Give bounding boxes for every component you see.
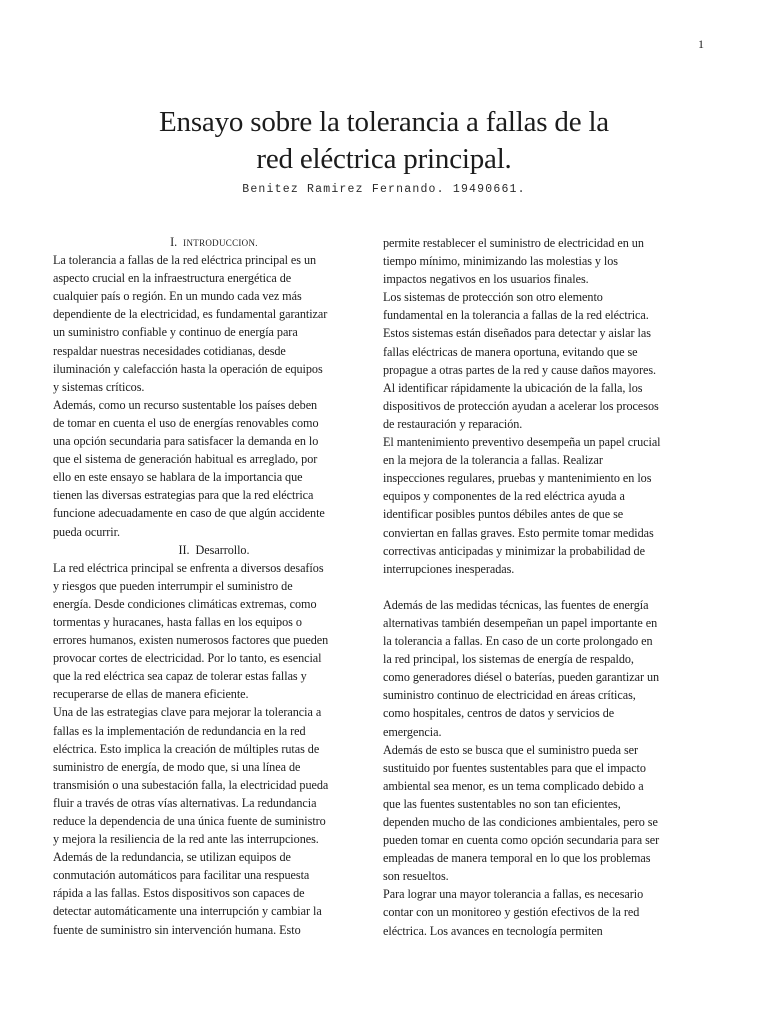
body-text-line: ello en este ensayo se hablara de la importancia que [53,470,303,485]
body-text-line: como generadores diésel o baterías, pueden garantizar un [383,670,660,685]
body-text-line: identificar posibles puntos débiles antes de que se [383,507,624,522]
body-text-line: Además de la redundancia, se utilizan equipos de [53,850,291,865]
body-text-line: un suministro confiable y continuo de energía para [53,325,298,340]
body-text-line: correctivas anticipadas y minimizar la probabilidad de [383,543,645,558]
body-text-line: interrupciones inesperadas. [383,561,515,576]
body-text-line: una opción secundaria para satisfacer la demanda en lo [53,434,319,449]
body-text-line: la red principal, los sistemas de energía de respaldo, [383,652,634,667]
section-title: INTRODUCCION. [183,238,258,248]
body-text-line: ambiental sea menor, es un tema complicado debido a [383,778,644,793]
body-text-line: provocar cortes de electricidad. Por lo tanto, es esencial [53,651,322,666]
body-text-line: Además, como un recurso sustentable los países deben [53,397,318,412]
body-text-line: son resueltos. [383,869,449,884]
body-text-line: Al identificar rápidamente la ubicación de la falla, los [383,380,643,395]
author-line: Benitez Ramirez Fernando. 19490661. [242,183,526,196]
body-text-line: funcione adecuadamente en caso de que algún accidente [53,506,325,521]
body-text-line: suministro de energía, de modo que, si una línea de [53,759,301,774]
body-text-line: Estos sistemas están diseñados para detectar y aislar las [383,326,651,341]
body-text-line: la tolerancia a fallas. En caso de un corte prolongado en [383,634,653,649]
section-heading [53,541,375,559]
body-text-line: Además de las medidas técnicas, las fuentes de energía [383,597,649,612]
body-text-line: alternativas también desempeñan un papel importante en [383,615,658,630]
body-text-line: respaldar nuestras necesidades cotidianas, desde [53,343,286,358]
title-line: Ensayo sobre la tolerancia a fallas de la [159,106,609,138]
body-text-line: recuperarse de ellas de manera eficiente. [53,687,249,702]
body-text-line: La tolerancia a fallas de la red eléctrica principal es un [53,253,317,268]
body-text-line: equipos y componentes de la red eléctrica ayuda a [383,489,625,504]
body-text-line: impactos negativos en los usuarios finales. [383,272,589,287]
body-text-line: tiempo mínimo, minimizando las molestias y los [383,254,618,269]
body-text-line: fluir a través de otras vías alternativas. La redundancia [53,795,317,810]
body-text-line: cualquier país o región. En un mundo cada vez más [53,289,302,304]
section-number: II. [178,542,190,557]
body-text-line: tienen las diversas estrategias para que la red eléctrica [53,488,314,503]
body-text-line: eléctrica. Esto implica la creación de múltiples rutas de [53,741,320,756]
body-text-line: dependiente de la electricidad, es fundamental garantizar [53,307,328,322]
body-text-line: como hospitales, centros de datos y servicios de [383,706,615,721]
body-text-line: dispositivos de protección ayudan a acelerar los procesos [383,398,659,413]
body-text-line: conmutación automáticos para facilitar una respuesta [53,868,310,883]
body-text-line: empleadas de manera temporal en lo que los problemas [383,851,651,866]
body-text-line: y sistemas críticos. [53,379,145,394]
body-text-line: de restauración y reparación. [383,416,523,431]
body-text-line: errores humanos, existen numerosos factores que pueden [53,633,329,648]
body-text-line: inspecciones regulares, pruebas y mantenimiento en los [383,471,652,486]
body-text-line: pueden tomar en cuenta como opción secundaria para ser [383,833,660,848]
body-text-line: La red eléctrica principal se enfrenta a diversos desafíos [53,560,324,575]
body-text-line: energía. Desde condiciones climáticas extremas, como [53,596,317,611]
page-number: 1 [698,37,704,51]
body-text-line: fuente de suministro sin intervención humana. Esto [53,922,301,937]
body-text-line: y riesgos que pueden interrumpir el suministro de [53,578,293,593]
body-text-line: Los sistemas de protección son otro elemento [383,290,603,305]
body-text-line: que las fuentes sustentables no son tan eficientes, [383,796,621,811]
body-text-line: pueda ocurrir. [53,524,120,539]
section-number: I. [170,235,178,249]
body-text-line: fallas es la implementación de redundancia en la red [53,723,306,738]
body-text-line: reduce la dependencia de una única fuente de suministro [53,814,326,828]
body-text-line: suministro continuo de electricidad en áreas críticas, [383,688,636,703]
body-text-line: aspecto crucial en la infraestructura energética de [53,271,292,286]
body-text-line: Para lograr una mayor tolerancia a fallas, es necesario [383,887,644,902]
body-text-line: propague a otras partes de la red y cause daños mayores. [383,362,657,377]
body-text-line: contar con un monitoreo y gestión efectivos de la red [383,905,640,920]
body-text-line: en la mejora de la tolerancia a fallas. Realizar [383,453,603,468]
body-text-line: Además de esto se busca que el suministro pueda ser [383,742,639,757]
body-text-line: rápida a las fallas. Estos dispositivos son capaces de [53,886,305,901]
body-text-line: que el sistema de generación habitual es arreglado, por [53,452,318,467]
body-text-line: fundamental en la tolerancia a fallas de la red eléctrica. [383,308,649,323]
body-text-line: transmisión o una subestación falla, la electricidad pueda [53,777,329,792]
body-text-line: sustituido por fuentes sustentables para que el impacto [383,760,646,775]
body-text-line: tormentas y huracanes, hasta fallas en los equipos o [53,614,302,629]
body-text-line: Una de las estrategias clave para mejorar la tolerancia a [53,705,322,720]
body-text-line: detectar automáticamente una interrupción y cambiar la [53,904,322,919]
body-text-line: emergencia. [383,724,442,739]
section-heading [53,233,375,251]
right-column [383,234,705,940]
title-line: red eléctrica principal. [256,143,512,175]
paper-title [0,104,768,178]
body-text-line: fallas eléctricas de manera oportuna, evitando que se [383,344,638,359]
body-text-line: y mejora la resiliencia de la red ante las interrupciones. [53,832,319,847]
body-text-line: que la red eléctrica sea capaz de tolerar estas fallas y [53,669,307,684]
left-column [53,233,375,939]
body-text-line: El mantenimiento preventivo desempeña un papel crucial [383,435,661,450]
body-text-line: dependen mucho de las condiciones ambientales, pero se [383,815,658,829]
body-text-line: eléctrica. Los avances en tecnología permiten [383,923,603,938]
paragraph-gap [383,578,705,596]
body-text-line: permite restablecer el suministro de electricidad en un [383,236,644,250]
body-text-line: iluminación y calefacción hasta la operación de equipos [53,361,323,376]
section-title: Desarrollo. [195,542,250,557]
body-text-line: conviertan en fallas graves. Esto permite tomar medidas [383,525,654,540]
body-text-line: de tomar en cuenta el uso de energías renovables como [53,415,319,430]
